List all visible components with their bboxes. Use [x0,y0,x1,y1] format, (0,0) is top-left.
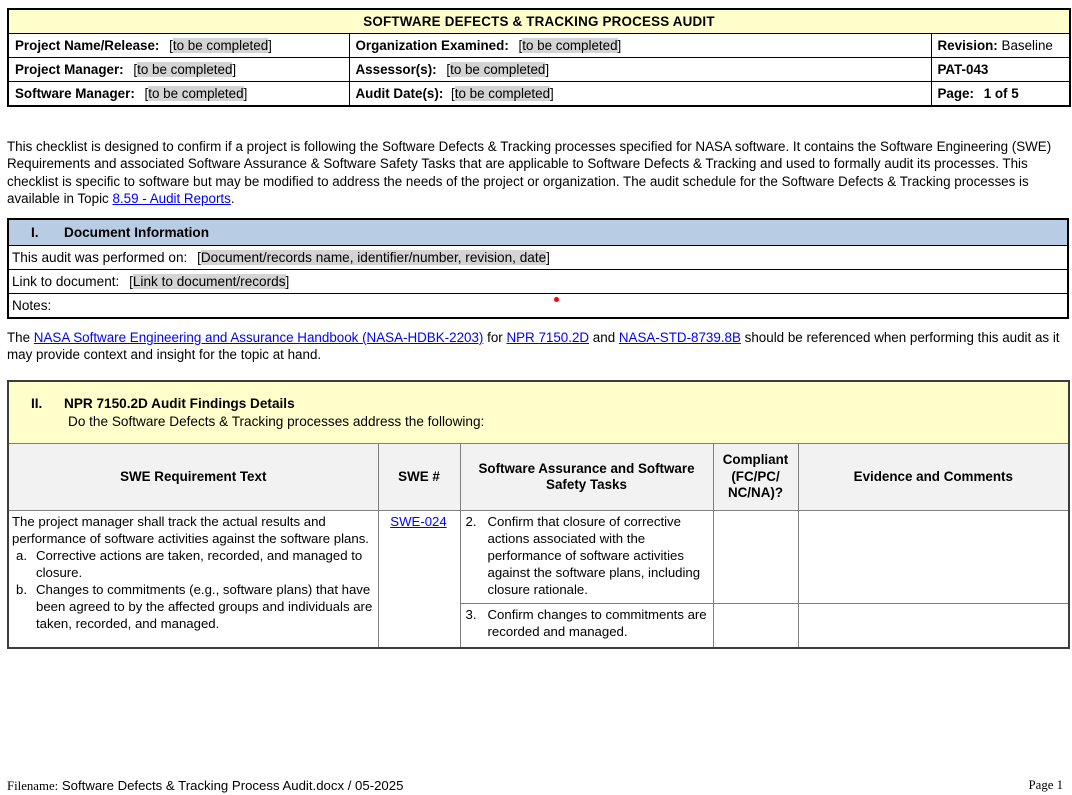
compliant-entry-cell-task2[interactable] [713,511,798,604]
section1-title: Document Information [64,225,209,240]
filename-value: Software Defects & Tracking Process Audit.docx / 05-2025 [61,778,404,793]
software-manager-cell [8,82,349,107]
col-header-sa-tasks: Software Assurance and Software Safety Tasks [460,444,713,511]
organization-cell [349,34,931,58]
revision-value: Baseline [1001,38,1053,53]
section2-subtitle: Do the Software Defects & Tracking processes address the following: [68,414,485,429]
audit-id-value: PAT-043 [937,62,989,77]
section2-header [8,381,1069,444]
project-name-field[interactable]: [to be completed] [169,38,272,53]
audit-reports-link[interactable]: 8.59 - Audit Reports [112,191,231,207]
requirement-item-a: a. Corrective actions are taken, recorded, and managed to closure. [16,548,363,580]
findings-row [8,511,1069,604]
software-manager-field[interactable]: [to be completed] [144,86,248,101]
col-header-swe-requirement: SWE Requirement Text [8,444,378,511]
swe-requirement-cell [8,511,378,649]
audit-findings-table [7,380,1070,649]
section1-header [8,219,1068,246]
assessors-field[interactable]: [to be completed] [446,62,550,77]
table-row [8,82,1070,107]
evidence-entry-cell-task3[interactable] [798,604,1069,649]
page-title: SOFTWARE DEFECTS & TRACKING PROCESS AUDIT [8,9,1070,34]
nasa-handbook-link[interactable]: NASA Software Engineering and Assurance Handbook (NASA-HDBK-2203) [33,330,484,345]
page-number-value: 1 of 5 [983,86,1019,101]
npr-7150-link[interactable]: NPR 7150.2D [506,330,590,345]
project-name-cell [8,34,349,58]
compliant-entry-cell-task3[interactable] [713,604,798,649]
link-to-document-field[interactable]: [Link to document/records] [129,274,290,289]
task-cell-3: 3. Confirm changes to commitments are recorded and managed. [460,604,713,649]
project-manager-label: Project Manager: [15,62,124,77]
organization-label: Organization Examined: [355,38,509,53]
section2-numeral: II. [31,396,43,411]
document-information-table [7,218,1069,319]
project-name-label: Project Name/Release: [15,38,160,53]
intro-paragraph: This checklist is designed to confirm if a project is following the Software Defects & Tracking processes specified for NASA software. It contains the Software Engineering (SWE) Requirements and associated Software Assurance & Software Safety Tasks that are applicable to Software Defects & Tracking and used to formally audit its processes. This checklist is specific to software but may be modified to address the needs of the project or organization. The audit schedule for the Software Defects & Tracking processes is available in Topic 8.59 - Audit Reports. [7,139,1052,207]
performed-on-label: This audit was performed on: [12,250,188,265]
requirement-item-b: b. Changes to commitments (e.g., software plans) that have been agreed to by the affected groups and individuals are taken, recorded, and managed. [16,582,373,631]
audit-dates-field[interactable]: [to be completed] [451,86,554,101]
audit-dates-cell [349,82,931,107]
notes-label: Notes: [12,298,52,313]
performed-on-field[interactable]: [Document/records name, identifier/number, revision, date] [197,250,550,265]
project-manager-cell [8,58,349,82]
link-to-document-row [8,270,1068,294]
revision-label: Revision: [937,38,998,53]
revision-cell [931,34,1070,58]
notes-row[interactable] [8,294,1068,319]
assessors-cell [349,58,931,82]
nasa-std-link[interactable]: NASA-STD-8739.8B [618,330,741,345]
col-header-evidence: Evidence and Comments [798,444,1069,511]
findings-header-row [8,444,1069,511]
organization-field[interactable]: [to be completed] [518,38,622,53]
table-row [8,34,1070,58]
page-number-label: Page: [937,86,974,101]
requirement-intro: The project manager shall track the actual results and performance of software activities against the software plans. [12,514,369,546]
project-header-table [7,8,1071,107]
software-manager-label: Software Manager: [15,86,135,101]
swe-number-cell [378,511,460,649]
link-to-document-label: Link to document: [12,274,120,289]
evidence-entry-cell-task2[interactable] [798,511,1069,604]
assessors-label: Assessor(s): [355,62,437,77]
footer-page-number: Page 1 [1028,778,1063,792]
section2-title: NPR 7150.2D Audit Findings Details [64,396,295,411]
swe-024-link[interactable]: SWE-024 [390,514,447,529]
filename-label: Filename: [7,779,59,793]
audit-dates-label: Audit Date(s): [355,86,444,101]
performed-on-row [8,246,1068,270]
audit-id-cell [931,58,1070,82]
page-footer [7,778,1065,794]
annotation-dot [554,297,559,302]
page-number-cell [931,82,1070,107]
col-header-compliant: Compliant (FC/PC/ NC/NA)? [713,444,798,511]
col-header-swe-number: SWE # [378,444,460,511]
reference-paragraph: The NASA Software Engineering and Assurance Handbook (NASA-HDBK-2203) for NPR 7150.2D and NASA-STD-8739.8B should be referenced when performing this audit as it may provide context and insight for the topic at hand. [7,330,1060,363]
project-manager-field[interactable]: [to be completed] [133,62,237,77]
section1-numeral: I. [31,225,39,240]
table-row [8,58,1070,82]
task-cell-2: 2. Confirm that closure of corrective actions associated with the performance of software activities against the software plans, including closure rationale. [460,511,713,604]
